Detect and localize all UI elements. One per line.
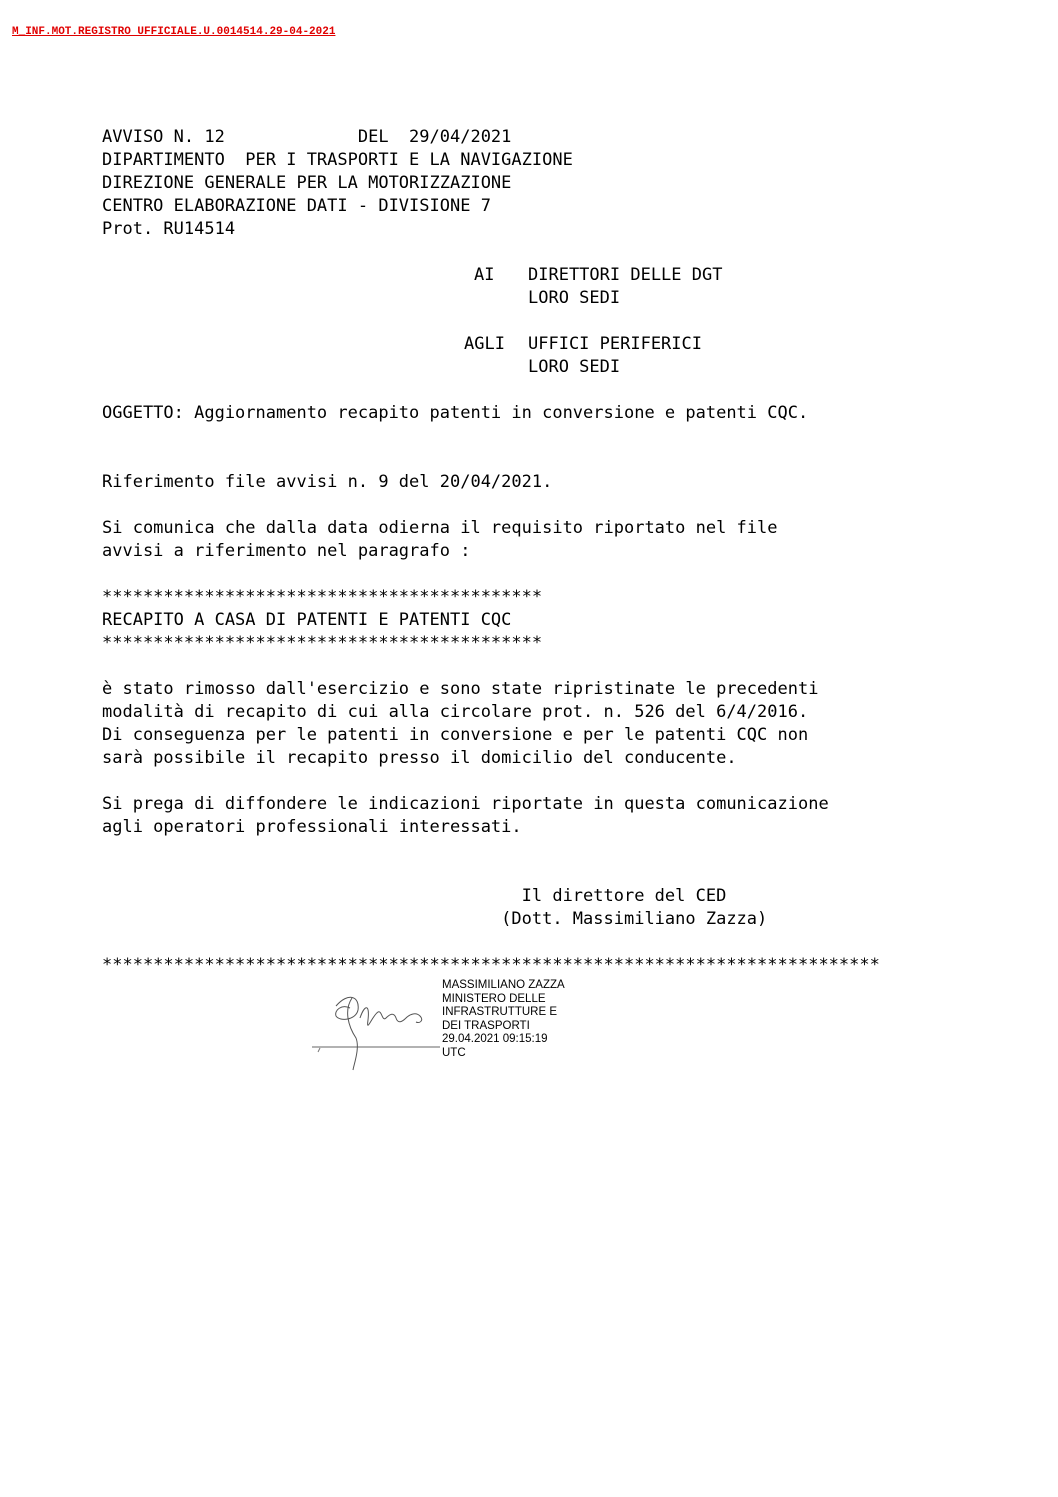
body-text: agli operatori professionali interessati. [102, 817, 522, 837]
signatory-role: Il direttore del CED [102, 886, 727, 906]
oggetto-line: OGGETTO: Aggiornamento recapito patenti in conversione e patenti CQC. [102, 403, 809, 423]
centro-line: CENTRO ELABORAZIONE DATI - DIVISIONE 7 [102, 196, 491, 216]
protocol-stamp: M_INF.MOT.REGISTRO UFFICIALE.U.0014514.29-04-2021 [12, 26, 336, 38]
signature-line: INFRASTRUTTURE E [442, 1006, 557, 1019]
department-line: DIPARTIMENTO PER I TRASPORTI E LA NAVIGAZIONE [102, 150, 573, 170]
recipient-line: UFFICI PERIFERICI [528, 334, 702, 354]
recipient-sede: LORO SEDI [528, 357, 621, 377]
avviso-line: AVVISO N. 12 DEL 29/04/2021 [102, 127, 512, 147]
signature-timezone: UTC [442, 1046, 466, 1059]
stars-separator: ******************************************* [102, 633, 543, 653]
document-body [102, 126, 902, 977]
body-text: Si comunica che dalla data odierna il requisito riportato nel file [102, 518, 778, 538]
body-text: modalità di recapito di cui alla circolare prot. n. 526 del 6/4/2016. [102, 702, 809, 722]
body-text: sarà possibile il recapito presso il domicilio del conducente. [102, 748, 737, 768]
protocol-line: Prot. RU14514 [102, 219, 236, 239]
signature-line: MINISTERO DELLE [442, 992, 546, 1005]
stars-separator: ******************************************* [102, 587, 543, 607]
signature-line: DEI TRASPORTI [442, 1019, 530, 1032]
recipient-sede: LORO SEDI [528, 288, 621, 308]
body-text: avvisi a riferimento nel paragrafo : [102, 541, 471, 561]
recipient-line: DIRETTORI DELLE DGT [528, 265, 723, 285]
recipient-prefix: AGLI [464, 334, 505, 354]
section-title: RECAPITO A CASA DI PATENTI E PATENTI CQC [102, 610, 512, 630]
recipient-block-2 [102, 333, 902, 379]
digital-signature-block [442, 979, 565, 1061]
body-text: è stato rimosso dall'esercizio e sono state ripristinate le precedenti [102, 679, 819, 699]
recipient-block-1 [102, 264, 902, 310]
recipient-prefix: AI [474, 265, 495, 285]
riferimento-line: Riferimento file avvisi n. 9 del 20/04/2021. [102, 472, 553, 492]
direzione-line: DIREZIONE GENERALE PER LA MOTORIZZAZIONE [102, 173, 512, 193]
signatory-name: (Dott. Massimiliano Zazza) [102, 909, 768, 929]
signature-timestamp: 29.04.2021 09:15:19 [442, 1033, 548, 1046]
body-text: Si prega di diffondere le indicazioni riportate in questa comunicazione [102, 794, 829, 814]
signature-line: MASSIMILIANO ZAZZA [442, 979, 565, 991]
stars-footer: **************************************************************************** [102, 955, 880, 975]
body-text: Di conseguenza per le patenti in conversione e per le patenti CQC non [102, 725, 809, 745]
